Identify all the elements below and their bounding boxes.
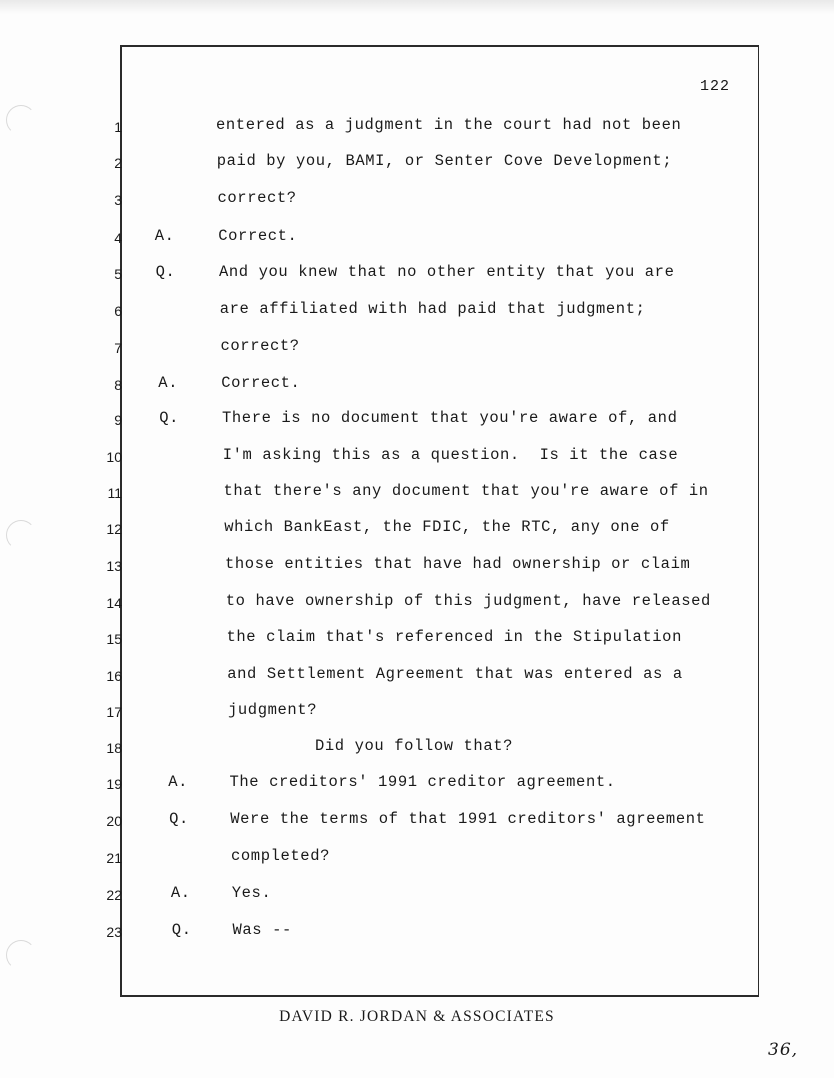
line-number: 13 <box>106 558 122 574</box>
testimony-text: to have ownership of this judgment, have released <box>225 592 711 610</box>
transcript-line <box>0 810 834 838</box>
reporter-footer: DAVID R. JORDAN & ASSOCIATES <box>279 1008 555 1025</box>
line-number: 19 <box>106 776 122 792</box>
speaker-label: A. <box>170 884 191 902</box>
transcript-line <box>0 152 834 180</box>
testimony-text: And you knew that no other entity that you are <box>219 263 675 281</box>
testimony-text: I'm asking this as a question. Is it the case <box>222 446 679 464</box>
transcript-line <box>0 482 834 510</box>
testimony-text: Correct. <box>218 227 298 245</box>
line-number: 3 <box>114 192 122 208</box>
transcript-line <box>0 518 834 546</box>
line-number: 18 <box>106 740 122 756</box>
testimony-text: completed? <box>231 847 331 865</box>
transcript-line <box>0 374 834 402</box>
testimony-text: Was -- <box>232 921 292 939</box>
transcript-line <box>0 628 834 656</box>
speaker-label: A. <box>158 374 179 392</box>
line-number: 5 <box>114 266 122 282</box>
testimony-text: correct? <box>220 337 300 355</box>
speaker-label: Q. <box>159 409 179 427</box>
testimony-text: which BankEast, the FDIC, the RTC, any one of <box>224 518 670 536</box>
testimony-text: that there's any document that you're aware of in <box>223 482 709 500</box>
transcript-line <box>0 737 834 765</box>
line-number: 8 <box>114 377 122 393</box>
speaker-label: Q. <box>155 263 176 281</box>
testimony-text: There is no document that you're aware of, and <box>222 409 678 427</box>
line-number: 12 <box>106 521 122 537</box>
line-number: 23 <box>106 924 122 940</box>
handwritten-page-mark: 36, <box>768 1040 799 1060</box>
transcript-line <box>0 116 834 144</box>
testimony-text: Were the terms of that 1991 creditors' agreement <box>230 810 706 828</box>
scan-edge <box>0 0 834 14</box>
line-number: 7 <box>114 340 122 356</box>
testimony-text: and Settlement Agreement that was entered as a <box>227 665 683 683</box>
transcript-line <box>0 555 834 583</box>
transcript-line <box>0 884 834 912</box>
testimony-text: the claim that's referenced in the Stipulation <box>226 628 682 646</box>
line-number: 9 <box>114 412 122 428</box>
line-number: 11 <box>107 485 122 501</box>
line-number: 22 <box>106 887 122 903</box>
page-number: 122 <box>700 78 731 95</box>
transcript-line <box>0 701 834 729</box>
testimony-text: those entities that have had ownership or claim <box>225 555 691 573</box>
transcript-line <box>0 263 834 291</box>
line-number: 14 <box>106 595 122 611</box>
line-number: 6 <box>114 303 122 319</box>
testimony-text: The creditors' 1991 creditor agreement. <box>229 773 616 791</box>
speaker-label: A. <box>168 773 188 791</box>
transcript-line <box>0 300 834 328</box>
transcript-line <box>0 665 834 693</box>
transcript-line <box>0 227 834 255</box>
transcript-line <box>0 446 834 474</box>
line-number: 4 <box>114 230 122 246</box>
testimony-text: are affiliated with had paid that judgment; <box>219 300 646 318</box>
testimony-text: judgment? <box>228 701 318 719</box>
speaker-label: Q. <box>169 810 189 828</box>
line-number: 15 <box>106 631 122 647</box>
transcript-line <box>0 189 834 217</box>
line-number: 10 <box>106 449 122 465</box>
testimony-text: paid by you, BAMI, or Senter Cove Development; <box>216 152 673 170</box>
line-number: 16 <box>106 668 122 684</box>
testimony-text: Correct. <box>221 374 301 392</box>
speaker-label: Q. <box>171 921 192 939</box>
transcript-line <box>0 337 834 365</box>
transcript-line <box>0 773 834 801</box>
speaker-label: A. <box>154 227 175 245</box>
line-number: 17 <box>106 704 122 720</box>
transcript-line <box>0 847 834 875</box>
testimony-text: Did you follow that? <box>315 737 514 755</box>
line-number: 1 <box>114 119 122 135</box>
line-number: 2 <box>114 155 122 171</box>
transcript-line <box>0 409 834 437</box>
transcript-line <box>0 592 834 620</box>
line-number: 21 <box>106 850 122 866</box>
testimony-text: Yes. <box>231 884 272 902</box>
testimony-text: entered as a judgment in the court had not been <box>216 116 682 134</box>
line-number: 20 <box>106 813 122 829</box>
transcript-line <box>0 921 834 949</box>
testimony-text: correct? <box>217 189 297 207</box>
